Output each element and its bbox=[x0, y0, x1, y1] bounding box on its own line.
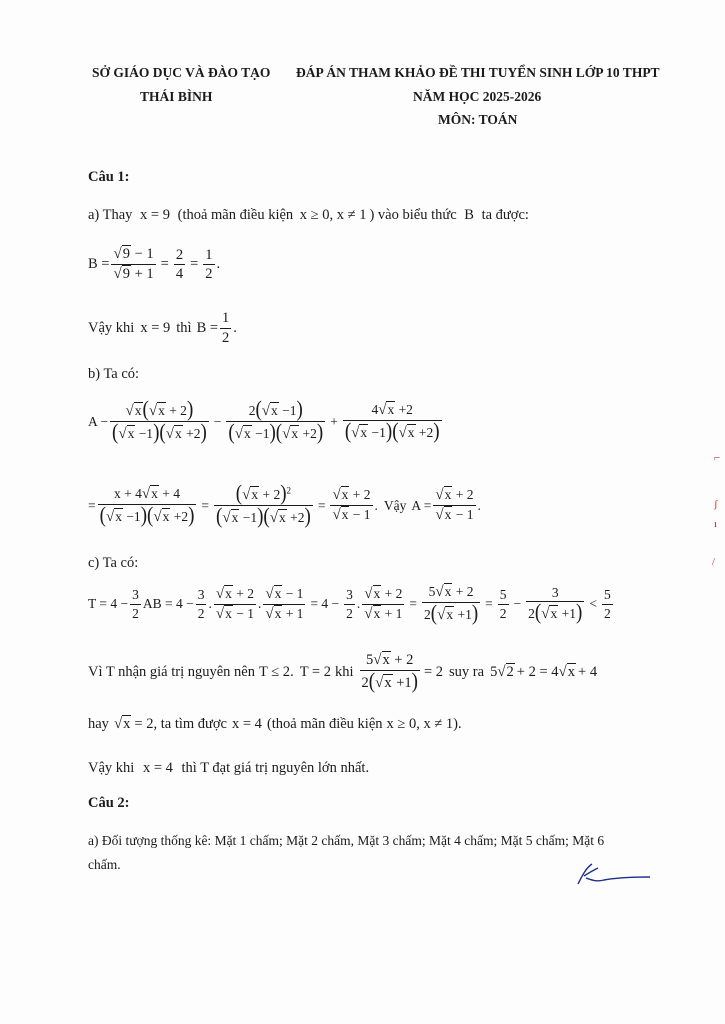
margin-mark-4: / bbox=[712, 556, 716, 568]
margin-mark-1: ⌐ bbox=[714, 452, 721, 464]
q2a-line-2: chấm. bbox=[88, 857, 121, 872]
q2a-line-1: a) Đối tượng thống kê: Mặt 1 chấm; Mặt 2 chấm, Mặt 3 chấm; Mặt 4 chấm; Mặt 5 chấm; Mặt 6 bbox=[88, 833, 605, 848]
q1c-expression-T: T = 4 − $\frac{3}{2}$ AB = 4 − $\frac{3}{2}$ . $\frac{√x + 2}{√x - 1}$ . $\frac{√x - 1}{√x + 1}$ = 4 − $\frac{3}{2}$ . $\frac{√x + 2}{√x + 1}$ = $\frac{5√x + 2}{2(√x +1)}$ = $\frac{5}{2}$ − $\frac{3}{2(√x +1)}$ < $\frac{5}{2}$ bbox=[88, 584, 611, 626]
q1c-line-1: Vì T nhận giá trị nguyên nên T ≤ 2 . T = 2 khi $\frac{5√x + 2}{2(√x +1)}$ = 2 suy ra 5√2 + 2 = 4 √x + 4 bbox=[88, 652, 598, 694]
question-1-heading: Câu 1: bbox=[88, 169, 130, 185]
signature-icon bbox=[570, 860, 660, 890]
q1a-intro: a) Thay x = 9 (thoả mãn điều kiện x ≥ 0, x ≠ 1 ) vào biểu thức B ta được: bbox=[88, 207, 529, 223]
title-line-3: MÔN: TOÁN bbox=[438, 112, 518, 127]
q1c-line-2: hay √x = 2 , ta tìm được x = 4 (thoả mãn điều kiện x ≥ 0, x ≠ 1 ). bbox=[88, 716, 462, 732]
q1c-line-3: Vậy khi x = 4 thì T đạt giá trị nguyên lớn nhất. bbox=[88, 760, 370, 776]
q1a-equation: B = $\frac{√9 - 1}{√9 + 1}$ = $\frac{2}{4}$ = $\frac{1}{2}$ . bbox=[88, 246, 221, 283]
title-line-1: ĐÁP ÁN THAM KHẢO ĐỀ THI TUYỂN SINH LỚP 10 THPT bbox=[296, 65, 660, 80]
org-line-1: SỞ GIÁO DỤC VÀ ĐÀO TẠO bbox=[92, 65, 271, 80]
margin-mark-3: ı bbox=[714, 518, 718, 530]
q1a-conclusion: Vậy khi x = 9 thì B = $\frac{1}{2}$ . bbox=[88, 310, 237, 346]
q1b-expression-A: A − $\frac{√x(√x + 2)}{(√x -1)(√x +2)}$ − $\frac{2(√x -1)}{(√x -1)(√x +2)}$ + $\frac{4√x +2}{(√x -1)(√x +2)}$ bbox=[88, 397, 440, 445]
margin-mark-2: ʃ bbox=[714, 498, 718, 510]
org-line-2: THÁI BÌNH bbox=[140, 89, 213, 104]
q1b-intro: b) Ta có: bbox=[88, 366, 140, 382]
title-line-2: NĂM HỌC 2025-2026 bbox=[413, 89, 542, 104]
question-2-heading: Câu 2: bbox=[88, 795, 130, 811]
q1b-simplification: = $\frac{x + 4√x + 4}{(√x -1)(√x +2)}$ = $\frac{(√x + 2)^2}{(√x -1)(√x +2)}$ = $\frac{√x + 2}{√x - 1}$ . Vậy A = $\frac{√x + 2}{√x - 1}$ . bbox=[88, 481, 481, 529]
q1c-intro: c) Ta có: bbox=[88, 555, 139, 571]
